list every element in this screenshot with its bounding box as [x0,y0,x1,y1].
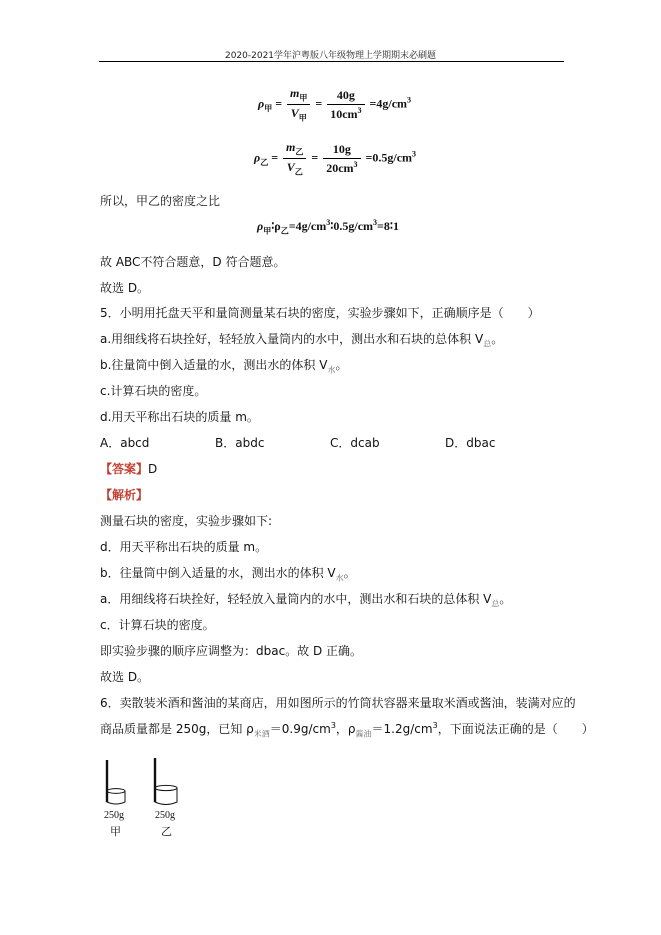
analysis-line-7: 故选 D。 [100,670,150,684]
ratio-intro: 所以，甲乙的密度之比 [100,194,221,208]
density-formula-jia: $\rho_甲$ = $\frac{m_甲}{V_甲}$ = $\frac{40g}{10cm^3}$ $=4g/cm^3$ [258,86,412,123]
q5-step-b: b.往量筒中倒入适量的水，测出水的体积 $V_水$。 [100,358,348,375]
conclusion-abc: 故 ABC不符合题意，D 符合题意。 [100,255,286,269]
page-header: 2020-2021学年沪粤版八年级物理上学期期末必刷题 [224,51,437,61]
analysis-tag: 【解析】 [100,488,149,502]
answer-line [100,460,157,477]
right-mass-label: 250g [155,810,175,821]
analysis-line-2: d．用天平称出石块的质量 m。 [100,540,268,554]
q5-option-b: B．abdc [215,436,265,450]
q5-option-c: C．dcab [330,436,380,450]
right-tube-top [155,785,177,790]
q6-stem-line-1: 6．卖散装米酒和酱油的某商店，用如图所示的竹筒状容器来量取米酒或酱油，装满对应的 [100,696,576,710]
q5-stem: 5．小明用托盘天平和量筒测量某石块的密度，实验步骤如下，正确顺序是（ ） [100,306,540,320]
header-rule [99,61,564,62]
q6-stem-line-2: 商品质量都是 250g，已知 $\rho_{米酒}=0.9g/cm^3$，$\rho_{酱油}=1.2g/cm^3$，下面说法正确的是（ ） [100,721,594,739]
q5-step-c: c.计算石块的密度。 [100,384,207,398]
density-formula-yi: $\rho_乙$ = $\frac{m_乙}{V_乙}$ = $\frac{10g}{20cm^3}$ $=0.5g/cm^3$ [254,140,417,177]
left-mass-label: 250g [104,810,124,821]
answer-tag: 【答案】 [100,462,149,476]
analysis-line-5: c．计算石块的密度。 [100,618,215,632]
right-container-name: 乙 [161,825,172,838]
answer-value: D [148,462,158,476]
left-tube-top [107,789,125,794]
density-ratio-formula: $\rho_甲∶\rho_乙=4g/cm^3∶0.5g/cm^3=8∶1$ [257,218,399,236]
q5-step-a: a.用细线将石块拴好，轻轻放入量筒内的水中，测出水和石块的总体积 $V_总$。 [100,332,504,349]
analysis-line-3: b．往量筒中倒入适量的水，测出水的体积 $V_水$。 [100,566,356,583]
analysis-line-6: 即实验步骤的顺序应调整为：dbac。故 D 正确。 [100,644,363,658]
q5-option-d: D．dbac [445,436,496,450]
analysis-line-1: 测量石块的密度，实验步骤如下: [100,514,273,528]
q5-option-a: A．abcd [100,436,150,450]
choose-d-1: 故选 D。 [100,281,150,295]
left-container-name: 甲 [110,825,121,838]
q5-step-d: d.用天平称出石块的质量 m。 [100,410,259,424]
analysis-line-4: a．用细线将石块拴好，轻轻放入量筒内的水中，测出水和石块的总体积 $V_总$。 [100,592,512,609]
